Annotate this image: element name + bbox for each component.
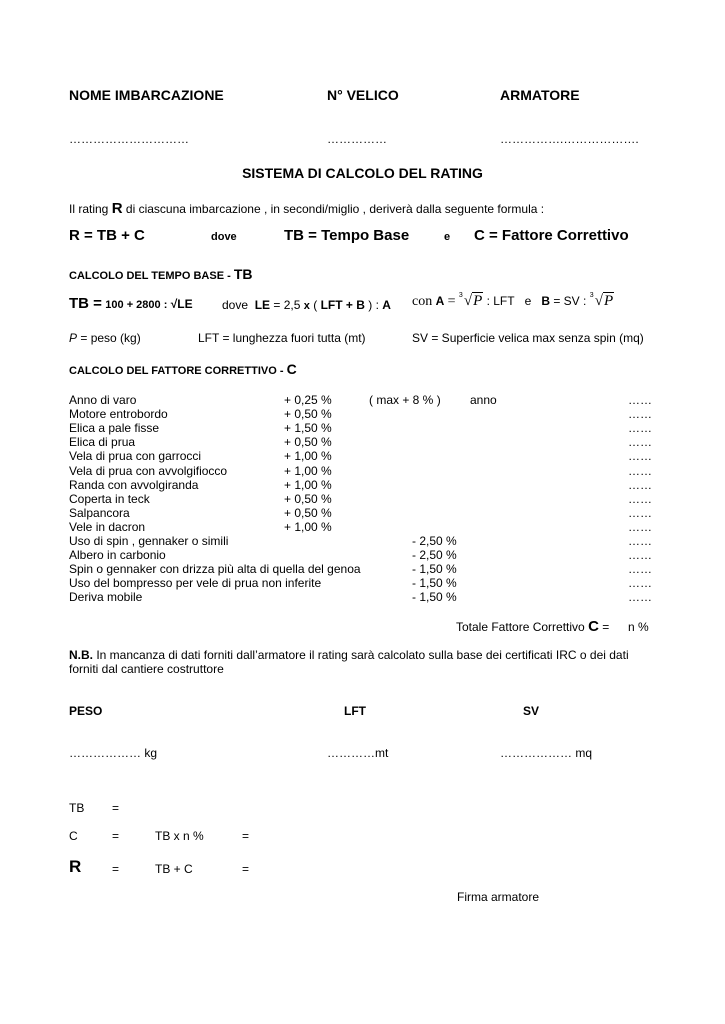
fattore-row — [69, 520, 659, 534]
fattore-item-dots[interactable]: …… — [628, 548, 652, 563]
fattore-item-dots[interactable]: …… — [628, 562, 652, 577]
calc-r-label: R — [69, 857, 82, 876]
intro-r: R — [111, 200, 123, 217]
fattore-item-minus: - 2,50 % — [412, 548, 457, 563]
calc-tb-eq: = — [112, 801, 120, 815]
legend-peso — [69, 331, 141, 345]
fattore-row — [69, 562, 659, 576]
legend-p: P — [69, 331, 78, 345]
fattore-item-dots[interactable]: …… — [628, 534, 652, 548]
fattore-item-dots[interactable]: …… — [628, 505, 652, 520]
le-dove: dove — [222, 298, 249, 312]
label-sv: SV — [523, 704, 540, 718]
fattore-item-label: Motore entrobordo — [69, 407, 168, 422]
a-e: e — [524, 294, 532, 308]
cube-root-index2: 3 — [589, 292, 594, 299]
fattore-item-dots[interactable]: …… — [628, 590, 652, 605]
a-formula — [412, 293, 614, 310]
fattore-item-dots[interactable]: …… — [628, 421, 652, 436]
tb-expr: 100 + 2800 : — [105, 299, 168, 311]
formula-main: R = TB + C — [69, 227, 145, 244]
totale-label: Totale Fattore Correttivo — [456, 620, 585, 634]
header-armatore: ARMATORE — [500, 87, 580, 103]
field-nome-imbarcazione[interactable]: ………………………… — [69, 132, 189, 146]
le-paren-close: ) : — [368, 298, 379, 312]
fattore-item-label: Spin o gennaker con drizza più alta di quella del genoa — [69, 562, 361, 577]
intro-pre: Il rating — [69, 202, 109, 216]
le-lft-b: LFT + B — [320, 298, 365, 312]
le-eq: = 2,5 — [273, 298, 301, 312]
label-lft: LFT — [344, 704, 366, 718]
calc-c-label: C — [69, 829, 78, 843]
fattore-item-dots[interactable]: …… — [628, 449, 652, 464]
fattore-item-label: Vela di prua con avvolgifiocco — [69, 463, 228, 478]
legend-lft: LFT = lunghezza fuori tutta (mt) — [198, 331, 366, 345]
fattore-row — [69, 478, 659, 492]
calc-r-eq2: = — [242, 862, 250, 876]
cube-root-p: P — [473, 293, 483, 309]
fattore-row — [69, 435, 659, 449]
nb-line1: In mancanza di dati forniti dall’armatore il rating sarà calcolato sulla base dei certificati IRC o dei dati — [96, 648, 629, 662]
a-eq-sign: = — [447, 294, 456, 309]
fattore-row — [69, 576, 659, 590]
fattore-item-plus: + 1,00 % — [284, 449, 332, 464]
b-label: B — [541, 294, 550, 308]
fattore-item-plus: + 1,00 % — [284, 463, 332, 478]
firma-armatore: Firma armatore — [457, 890, 540, 904]
calc-c-eq2: = — [242, 829, 250, 843]
page-title: SISTEMA DI CALCOLO DEL RATING — [242, 165, 483, 181]
le-a: A — [382, 298, 391, 312]
fattore-item-label: Randa con avvolgiranda — [69, 477, 199, 492]
le-x: x — [303, 300, 310, 312]
legend-p-def: = peso (kg) — [80, 331, 141, 345]
formula-e: e — [444, 231, 451, 243]
fattore-item-dots[interactable]: …… — [628, 576, 652, 591]
fattore-item-label: Deriva mobile — [69, 590, 143, 605]
fattore-row — [69, 407, 659, 421]
calc-r-eq: = — [112, 862, 120, 876]
header-n-velico: N° VELICO — [327, 87, 399, 103]
fattore-row — [69, 393, 659, 407]
totale-fattore — [456, 618, 609, 635]
heading-tempo-base — [69, 266, 252, 282]
fattore-item-dots[interactable]: …… — [628, 435, 652, 450]
tb-formula — [69, 295, 193, 312]
fattore-row — [69, 421, 659, 435]
fattore-item-plus: + 0,50 % — [284, 407, 332, 422]
formula-dove: dove — [211, 231, 237, 243]
fattore-item-dots[interactable]: …… — [628, 463, 652, 478]
fattore-item-label: Elica di prua — [69, 435, 136, 450]
fattore-row — [69, 464, 659, 478]
heading-fattore-text: CALCOLO DEL FATTORE CORRETTIVO - — [69, 365, 284, 377]
formula-tb-def: TB = Tempo Base — [284, 227, 410, 244]
fattore-item-plus: + 1,50 % — [284, 421, 332, 436]
heading-fattore — [69, 361, 297, 377]
heading-tempo-base-text: CALCOLO DEL TEMPO BASE - — [69, 270, 231, 282]
fattore-item-plus: + 0,50 % — [284, 491, 332, 506]
calc-c-eq: = — [112, 829, 120, 843]
fattore-item-plus: + 0,50 % — [284, 435, 332, 450]
nb-note — [69, 648, 669, 676]
fattore-item-label: Elica a pale fisse — [69, 421, 160, 436]
fattore-row — [69, 534, 659, 548]
field-sv[interactable]: ……………… mq — [500, 746, 593, 760]
le-paren-open: ( — [313, 298, 318, 312]
fattore-row — [69, 492, 659, 506]
calc-tb-label: TB — [69, 801, 85, 815]
fattore-item-label: Anno di varo — [69, 393, 137, 407]
cube-root-p-icon: 3 √P — [458, 292, 483, 309]
heading-fattore-c: C — [286, 361, 297, 377]
a-label: A — [435, 294, 445, 308]
fattore-row — [69, 449, 659, 463]
fattore-item-dots[interactable]: …… — [628, 491, 652, 506]
cube-root-p2: P — [603, 293, 614, 309]
fattore-item-minus: - 1,50 % — [412, 590, 457, 605]
le-formula — [222, 298, 391, 312]
formula-c-def: C = Fattore Correttivo — [474, 227, 629, 244]
sqrt-le: √LE — [170, 297, 193, 311]
fattore-item-minus: - 1,50 % — [412, 576, 457, 591]
fattore-item-label: Vela di prua con garrocci — [69, 449, 202, 464]
fattore-item-dots[interactable]: …… — [628, 519, 652, 534]
fattore-row — [69, 590, 659, 604]
fattore-item-dots[interactable]: …… — [628, 477, 652, 492]
fattore-item-plus: + 1,00 % — [284, 477, 332, 492]
anno-word: anno — [470, 393, 497, 407]
fattore-item-label: Salpancora — [69, 505, 130, 520]
heading-tempo-base-tb: TB — [233, 266, 253, 282]
a-lft: : LFT — [486, 294, 515, 308]
fattore-item-plus: + 0,50 % — [284, 505, 332, 520]
totale-eq: = — [602, 620, 610, 634]
calc-c-expr: TB x n % — [155, 829, 204, 843]
fattore-item-label: Uso del bompresso per vele di prua non inferite — [69, 576, 322, 591]
totale-c: C — [588, 618, 599, 635]
le-label: LE — [254, 298, 271, 312]
cube-root-index: 3 — [458, 292, 463, 299]
fattore-item-minus: - 2,50 % — [412, 534, 457, 548]
intro-text — [69, 200, 544, 217]
nb-label: N.B. — [69, 648, 93, 662]
fattore-item-label: Vele in dacron — [69, 519, 146, 534]
fattore-item-dots[interactable]: …… — [628, 407, 652, 422]
tb-eq: TB = — [69, 295, 102, 312]
a-con: con — [412, 294, 433, 309]
totale-value[interactable]: n % — [628, 620, 649, 634]
fattore-row — [69, 548, 659, 562]
field-lft[interactable]: …………mt — [327, 746, 389, 760]
calc-r-expr: TB + C — [155, 862, 193, 876]
b-eq: = SV : — [553, 294, 587, 308]
anno-extra: ( max + 8 % ) — [369, 393, 441, 407]
fattore-item-minus: - 1,50 % — [412, 562, 457, 577]
field-peso[interactable]: ……………… kg — [69, 746, 158, 760]
header-nome-imbarcazione: NOME IMBARCAZIONE — [69, 87, 224, 103]
fattore-item-label: Coperta in teck — [69, 491, 150, 506]
field-n-velico[interactable]: …………… — [327, 132, 387, 146]
field-armatore[interactable]: …………….………………. — [500, 132, 639, 146]
fattore-item-plus: + 1,00 % — [284, 519, 332, 534]
fattore-item-dots[interactable]: …… — [628, 393, 652, 407]
nb-line2: forniti dal cantiere costruttore — [69, 662, 224, 676]
legend-sv: SV = Superficie velica max senza spin (mq) — [412, 331, 644, 345]
label-peso: PESO — [69, 704, 103, 718]
cube-root-p2-icon: 3 √P — [589, 292, 614, 309]
fattore-item-label: Uso di spin , gennaker o simili — [69, 534, 229, 548]
fattore-row — [69, 506, 659, 520]
fattore-item-label: Albero in carbonio — [69, 548, 166, 563]
fattore-item-plus: + 0,25 % — [284, 393, 332, 407]
intro-post: di ciascuna imbarcazione , in secondi/miglio , deriverà dalla seguente formula : — [125, 202, 545, 216]
